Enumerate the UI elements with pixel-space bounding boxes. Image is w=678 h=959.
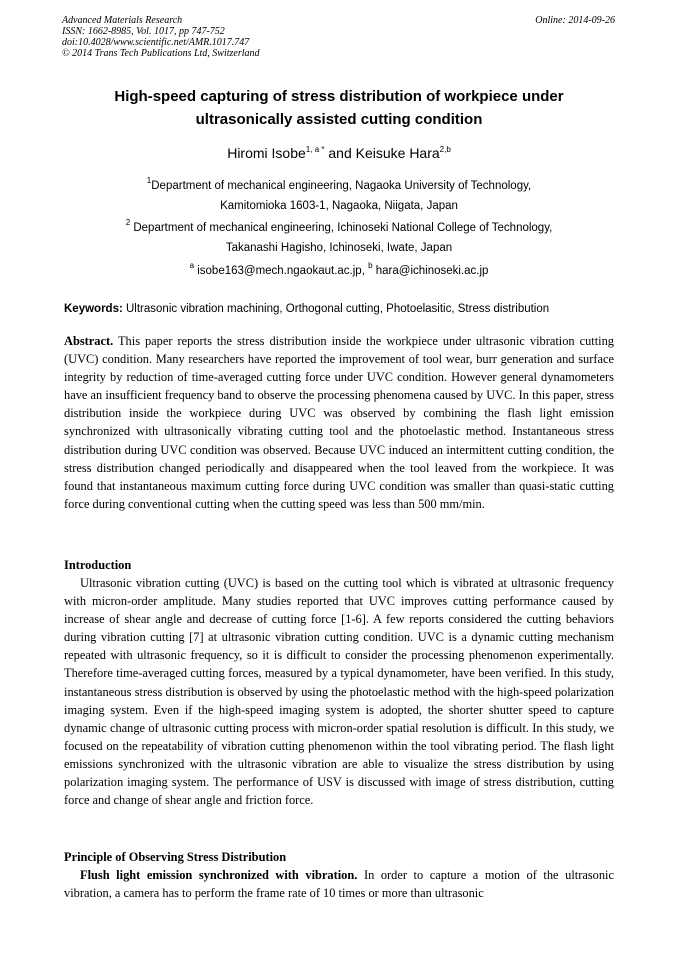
copyright-line: © 2014 Trans Tech Publications Ltd, Switzerland (62, 48, 260, 59)
author-emails (40, 262, 638, 280)
principle-text: In order to capture a motion of the ultrasonic vibration, a camera has to perform the frame rate of 10 times or more than ultrasonic (64, 868, 614, 901)
author-affiliation-mark: 1, a * (305, 145, 325, 154)
affiliation-line: $^2$ Department of mechanical engineering, Ichinoseki National College of Technology, (125, 218, 553, 234)
author-list (40, 143, 638, 163)
affiliation-1 (40, 177, 638, 216)
email-mark: a (189, 261, 195, 270)
principle-subheading: Flush light emission synchronized with vibration. (80, 868, 358, 882)
abstract-label: Abstract. (64, 334, 114, 348)
section-heading-introduction: Introduction (64, 558, 132, 572)
author-name: Keisuke Hara (355, 145, 440, 161)
author-conjunction: and (324, 145, 356, 161)
keywords-text: Ultrasonic vibration machining, Orthogonal cutting, Photoelasitic, Stress distribution (126, 303, 550, 315)
affiliation-line: $^1$Department of mechanical engineering, Nagaoka University of Technology, (146, 176, 532, 192)
email-address[interactable]: isobe163@mech.ngaokaut.ac.jp, (197, 265, 365, 277)
email-address[interactable]: hara@ichinoseki.ac.jp (375, 265, 489, 277)
email-mark: b (368, 261, 373, 270)
introduction-paragraph: Ultrasonic vibration cutting (UVC) is based on the cutting tool which is vibrated at ultrasonic frequency with micron-order amplitude. Many studies reported that UVC improves cutting performance caused by increase of shear angle and decrease of cutting force [1-6]. A few reports considered the cutting behaviors during vibration cutting [7] at ultrasonic vibration cutting condition. UVC is a dynamic cutting mechanism repeated with ultrasonic frequency, so it is difficult to consider the processing phenomenon experimentally. Therefore time-averaged cutting forces, measured by a typical dynamometer, have been verified. In this study, instantaneous stress distribution is observed by using the photoelastic method with the high-speed polarization imaging system. Even if the high-speed imaging system is adopted, the shorter shutter speed to capture dynamic change of ultrasonic cutting process with micron-order spatial resolution is difficult. In this study, we focused on the repeatability of vibration cutting phenomenon within the tool vibrating period. The flash light emissions synchronized with the ultrasonic vibration are able to visualize the stress distribution by using polarization imaging system. The performance of USV is discussed with image of stress distribution, cutting force and change of shear angle and friction force. (64, 576, 614, 808)
keywords-label: Keywords: (64, 303, 123, 315)
affiliation-line: Kamitomioka 1603-1, Nagaoka, Niigata, Japan (220, 199, 458, 212)
abstract (64, 332, 614, 513)
affiliation-mark: 2 (125, 218, 131, 227)
affiliation-mark: 1 (146, 176, 152, 185)
journal-header (62, 15, 615, 59)
section-heading-principle: Principle of Observing Stress Distribution (64, 850, 287, 864)
affiliation-line: Takanashi Hagisho, Ichinoseki, Iwate, Japan (225, 241, 453, 254)
principle-paragraph (64, 866, 614, 902)
keywords (64, 300, 624, 318)
doi-line: doi:10.4028/www.scientific.net/AMR.1017.747 (62, 37, 250, 48)
author-affiliation-mark: 2,b (439, 145, 451, 154)
title-line-2: ultrasonically assisted cutting condition (195, 111, 483, 128)
title-line-1: High-speed capturing of stress distribution of workpiece under (114, 88, 564, 105)
author-name: Hiromi Isobe (227, 145, 306, 161)
issn-line: ISSN: 1662-8985, Vol. 1017, pp 747-752 (62, 26, 225, 37)
paper-title (40, 85, 638, 131)
abstract-text: This paper reports the stress distribution inside the workpiece under ultrasonic vibration cutting (UVC) condition. Many researchers have reported the improvement of tool wear, burr generation and surface integrity by reduction of time-averaged cutting force under UVC condition. However general dynamometers have an insufficient frequency band to observe the processing phenomena caused by UVC. In this paper, stress distribution inside the workpiece during UVC was observed by combining the flash light emission synchronized with ultrasonically vibrating cutting tool and the photoelastic method. Instantaneous stress distribution during UVC condition was observed. Because UVC induced an intermittent cutting condition, the stress distribution changed periodically and disappeared when the tool leaved from the workpiece. It was found that instantaneous maximum cutting force during UVC condition was smaller than quasi-static cutting force during conventional cutting when the cutting speed was less than 500 mm/min. (64, 334, 615, 511)
journal-name: Advanced Materials Research (62, 15, 183, 26)
affiliation-2 (40, 219, 638, 258)
online-date: Online: 2014-09-26 (535, 15, 615, 26)
